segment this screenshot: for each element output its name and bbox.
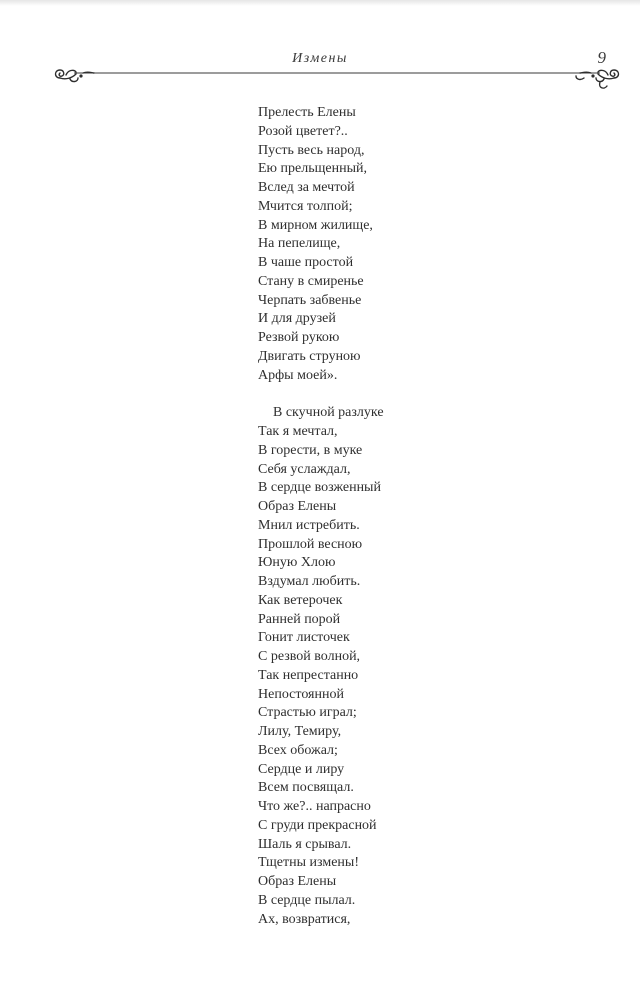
verse-line: Пусть весь народ,: [258, 142, 365, 158]
verse-line: Лилу, Темиру,: [258, 724, 342, 739]
left-flourish-icon: [56, 70, 95, 82]
verse-line: Что же?.. напрасно: [258, 799, 371, 814]
verse-line: Вздумал любить.: [258, 574, 361, 589]
verse-line: Стану в смиренье: [258, 273, 364, 289]
verse-line: Образ Елены: [258, 499, 337, 514]
verse-line: И для друзей: [258, 311, 336, 327]
verse-line: В сердце возженный: [258, 480, 381, 496]
verse-line: Ею прельщенный,: [258, 161, 367, 177]
stanza-break: [258, 385, 498, 404]
stanza: [258, 104, 498, 385]
verse-line: Ранней порой: [258, 611, 341, 627]
page-number: 9: [597, 48, 606, 67]
page-top-edge: [0, 0, 640, 6]
verse-line: Арфы моей».: [258, 367, 338, 383]
verse-line: Прелесть Елены: [258, 105, 356, 120]
verse-line: Черпать забвенье: [258, 292, 362, 308]
verse-line: Так непрестанно: [258, 667, 359, 683]
verse-line: В сердце пылал.: [258, 892, 356, 908]
verse-line: Всех обожал;: [258, 742, 338, 758]
verse-line: Юную Хлою: [258, 555, 336, 571]
verse-line: В горести, в муке: [258, 442, 363, 458]
verse-line: Гонит листочек: [258, 630, 350, 646]
poem-text: [258, 104, 498, 929]
verse-line: С резвой волной,: [258, 649, 361, 664]
verse-line: Страстью играл;: [258, 705, 357, 721]
stanza: [258, 404, 498, 929]
verse-line: Резвой рукою: [258, 330, 340, 345]
verse-line: Шаль я срывал.: [258, 836, 352, 852]
verse-line: На пепелище,: [258, 236, 341, 252]
verse-line: Двигать струною: [258, 348, 361, 364]
verse-line: Как ветерочек: [258, 592, 343, 608]
verse-line: В чаше простой: [258, 255, 354, 270]
verse-line: Вслед за мечтой: [258, 180, 355, 195]
verse-line: Всем посвящал.: [258, 780, 354, 796]
verse-line: Образ Елены: [258, 874, 337, 889]
verse-line: Непостоянной: [258, 686, 344, 702]
verse-line: Тщетны измены!: [258, 855, 359, 871]
verse-line: Себя услаждал,: [258, 461, 351, 477]
running-title: Измены: [292, 51, 348, 66]
verse-line: Так я мечтал,: [258, 424, 338, 439]
verse-line: В мирном жилище,: [258, 217, 373, 233]
ornamental-rule: [52, 64, 622, 94]
verse-line: Розой цветет?..: [258, 123, 348, 139]
verse-line: Мчится толпой;: [258, 198, 353, 214]
verse-line: Сердце и лиру: [258, 761, 345, 777]
verse-line: В скучной разлуке: [273, 405, 384, 421]
verse-line: Ах, возвратися,: [258, 911, 351, 927]
verse-line: Прошлой весною: [258, 536, 363, 552]
verse-line: Мнил истребить.: [258, 517, 360, 533]
verse-line: С груди прекрасной: [258, 817, 377, 833]
